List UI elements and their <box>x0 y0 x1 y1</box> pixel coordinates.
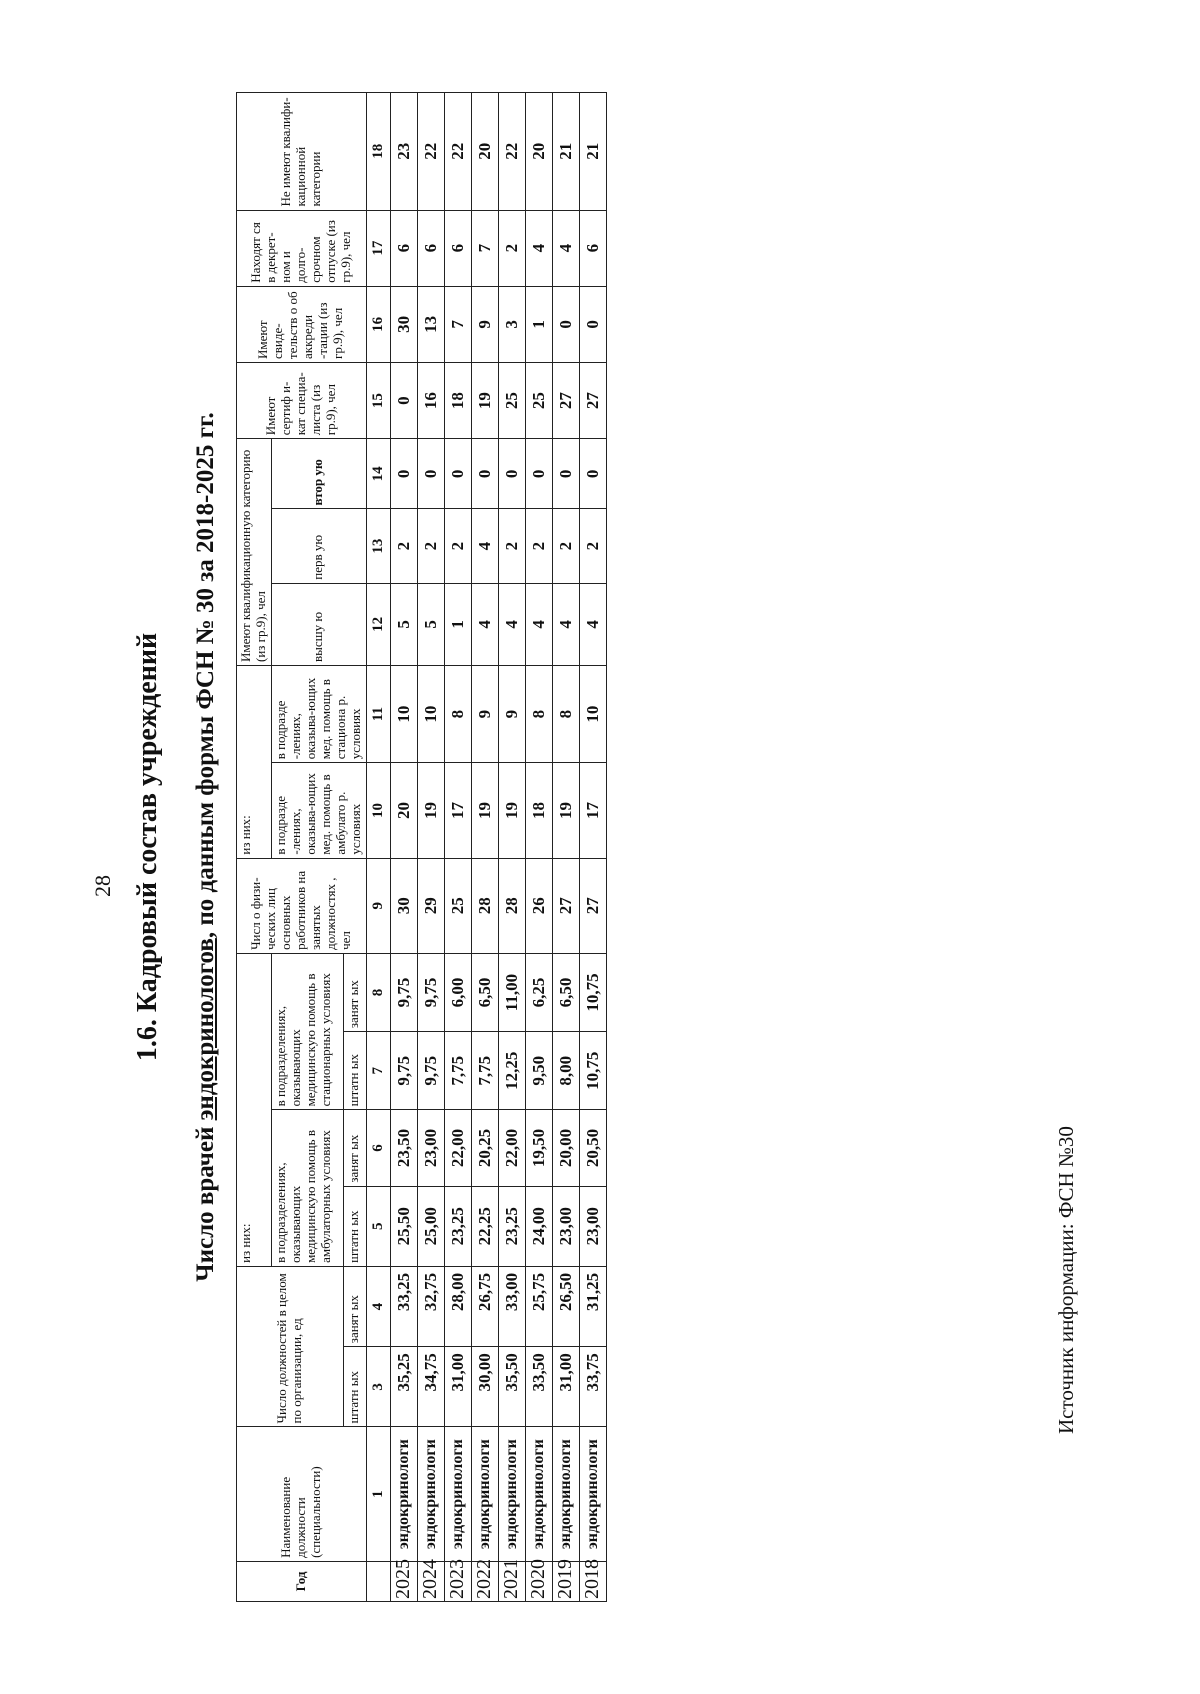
value-cell: 19 <box>552 763 579 858</box>
value-cell: 17 <box>444 763 471 858</box>
value-cell: 18 <box>525 763 552 858</box>
value-cell: 21 <box>579 93 606 211</box>
value-cell: 20 <box>390 763 417 858</box>
value-cell: 6,25 <box>525 953 552 1031</box>
value-cell: 19 <box>417 763 444 858</box>
value-cell: 0 <box>390 363 417 439</box>
header-accreditation: Имеют свиде-тельств о об аккреди -тации (из гр.9), чел <box>237 286 367 362</box>
value-cell: 6 <box>444 210 471 286</box>
value-cell: 25 <box>498 363 525 439</box>
value-cell: 6 <box>417 210 444 286</box>
value-cell: 22 <box>498 93 525 211</box>
column-index: 17 <box>366 210 390 286</box>
value-cell: 33,25 <box>390 1266 417 1346</box>
header-persons-of-them: из них: <box>237 665 272 858</box>
value-cell: 30,00 <box>471 1347 498 1427</box>
position-cell: эндокринологи <box>498 1427 525 1561</box>
value-cell: 8,00 <box>552 1032 579 1110</box>
value-cell: 28 <box>498 858 525 953</box>
value-cell: 3 <box>498 286 525 362</box>
column-index: 6 <box>366 1110 390 1186</box>
header-occupied: занят ых <box>344 1266 366 1346</box>
caption-end: , по данным формы ФСН № 30 за 2018-2025 гг. <box>192 412 219 939</box>
header-staffed: штатн ых <box>344 1347 366 1427</box>
value-cell: 9 <box>498 665 525 762</box>
year-cell: 2019 <box>552 1561 579 1601</box>
value-cell: 20 <box>525 93 552 211</box>
value-cell: 12,25 <box>498 1032 525 1110</box>
year-cell: 2023 <box>444 1561 471 1601</box>
value-cell: 20,00 <box>552 1110 579 1186</box>
value-cell: 22,00 <box>444 1110 471 1186</box>
year-cell: 2020 <box>525 1561 552 1601</box>
value-cell: 20 <box>471 93 498 211</box>
table-row <box>390 93 417 1602</box>
value-cell: 2 <box>417 509 444 583</box>
header-second: втор ую <box>271 439 366 509</box>
value-cell: 25 <box>444 858 471 953</box>
column-index: 15 <box>366 363 390 439</box>
value-cell: 32,75 <box>417 1266 444 1346</box>
value-cell: 4 <box>471 509 498 583</box>
value-cell: 33,00 <box>498 1266 525 1346</box>
value-cell: 24,00 <box>525 1186 552 1266</box>
position-cell: эндокринологи <box>552 1427 579 1561</box>
value-cell: 35,25 <box>390 1347 417 1427</box>
position-cell: эндокринологи <box>471 1427 498 1561</box>
value-cell: 7 <box>471 210 498 286</box>
value-cell: 30 <box>390 858 417 953</box>
year-cell: 2018 <box>579 1561 606 1601</box>
header-position: Наименование должности (специальности) <box>237 1427 367 1561</box>
value-cell: 27 <box>552 363 579 439</box>
table-row <box>498 93 525 1602</box>
value-cell: 7,75 <box>471 1032 498 1110</box>
value-cell: 0 <box>417 439 444 509</box>
value-cell: 22,00 <box>498 1110 525 1186</box>
header-total-positions: Число должностей в целом по организации, ед <box>237 1266 344 1427</box>
caption-specialty: эндокринологов <box>192 938 219 1121</box>
header-persons-amb: в подразде -лениях, оказыва-ющих мед. помощь в амбулато р. условиях <box>271 763 366 858</box>
value-cell: 17 <box>579 763 606 858</box>
value-cell: 2 <box>579 509 606 583</box>
table-row <box>525 93 552 1602</box>
value-cell: 10 <box>579 665 606 762</box>
value-cell: 5 <box>390 583 417 665</box>
value-cell: 20,25 <box>471 1110 498 1186</box>
value-cell: 4 <box>552 210 579 286</box>
column-index: 10 <box>366 763 390 858</box>
column-index: 12 <box>366 583 390 665</box>
header-no-category: Не имеют квалифи-кационной категории <box>237 93 367 211</box>
value-cell: 23,25 <box>444 1186 471 1266</box>
header-inpatient: в подразделениях, оказывающих медицинскую помощь в стационарных условиях <box>271 953 343 1110</box>
value-cell: 0 <box>579 286 606 362</box>
header-occupied: занят ых <box>344 953 366 1031</box>
value-cell: 0 <box>579 439 606 509</box>
value-cell: 10,75 <box>579 1032 606 1110</box>
column-index: 18 <box>366 93 390 211</box>
staff-table <box>236 92 607 1602</box>
year-cell: 2022 <box>471 1561 498 1601</box>
value-cell: 23,00 <box>552 1186 579 1266</box>
value-cell: 23,00 <box>579 1186 606 1266</box>
column-index: 14 <box>366 439 390 509</box>
source-note: Источник информации: ФСН №30 <box>1054 1126 1078 1434</box>
year-cell: 2021 <box>498 1561 525 1601</box>
value-cell: 33,75 <box>579 1347 606 1427</box>
value-cell: 31,25 <box>579 1266 606 1346</box>
year-cell: 2024 <box>417 1561 444 1601</box>
header-staffed: штатн ых <box>344 1032 366 1110</box>
value-cell: 19 <box>471 363 498 439</box>
value-cell: 11,00 <box>498 953 525 1031</box>
value-cell: 2 <box>444 509 471 583</box>
value-cell: 5 <box>417 583 444 665</box>
value-cell: 10 <box>417 665 444 762</box>
value-cell: 13 <box>417 286 444 362</box>
value-cell: 0 <box>552 439 579 509</box>
value-cell: 4 <box>471 583 498 665</box>
value-cell: 2 <box>525 509 552 583</box>
column-index: 11 <box>366 665 390 762</box>
table-row <box>444 93 471 1602</box>
value-cell: 6,50 <box>471 953 498 1031</box>
value-cell: 30 <box>390 286 417 362</box>
value-cell: 2 <box>552 509 579 583</box>
column-index-row <box>366 93 390 1602</box>
value-cell: 1 <box>444 583 471 665</box>
column-index: 3 <box>366 1347 390 1427</box>
value-cell: 19 <box>498 763 525 858</box>
position-cell: эндокринологи <box>390 1427 417 1561</box>
value-cell: 10,75 <box>579 953 606 1031</box>
value-cell: 0 <box>525 439 552 509</box>
value-cell: 19 <box>471 763 498 858</box>
value-cell: 8 <box>444 665 471 762</box>
value-cell: 4 <box>552 583 579 665</box>
value-cell: 25,75 <box>525 1266 552 1346</box>
column-index: 9 <box>366 858 390 953</box>
value-cell: 23,00 <box>417 1110 444 1186</box>
value-cell: 6,50 <box>552 953 579 1031</box>
table-row <box>417 93 444 1602</box>
value-cell: 23 <box>390 93 417 211</box>
header-highest: высшу ю <box>271 583 366 665</box>
table-row <box>579 93 606 1602</box>
value-cell: 2 <box>498 210 525 286</box>
header-occupied: занят ых <box>344 1110 366 1186</box>
value-cell: 4 <box>525 210 552 286</box>
table-caption <box>192 0 220 1694</box>
table-row <box>471 93 498 1602</box>
header-certificate: Имеют сертиф и-кат специа-листа (из гр.9), чел <box>237 363 367 439</box>
value-cell: 31,00 <box>552 1347 579 1427</box>
value-cell: 8 <box>552 665 579 762</box>
column-index: 16 <box>366 286 390 362</box>
value-cell: 27 <box>552 858 579 953</box>
value-cell: 9,75 <box>390 953 417 1031</box>
value-cell: 23,25 <box>498 1186 525 1266</box>
header-persons-inp: в подразде -лениях, оказыва-ющих мед. помощь в стациона р. условиях <box>271 665 366 762</box>
value-cell: 26,50 <box>552 1266 579 1346</box>
value-cell: 0 <box>552 286 579 362</box>
value-cell: 6,00 <box>444 953 471 1031</box>
year-cell: 2025 <box>390 1561 417 1601</box>
value-cell: 26,75 <box>471 1266 498 1346</box>
value-cell: 19,50 <box>525 1110 552 1186</box>
value-cell: 2 <box>498 509 525 583</box>
value-cell: 31,00 <box>444 1347 471 1427</box>
value-cell: 9,50 <box>525 1032 552 1110</box>
value-cell: 25,50 <box>390 1186 417 1266</box>
value-cell: 9,75 <box>417 1032 444 1110</box>
value-cell: 22 <box>417 93 444 211</box>
header-year: Год <box>237 1561 367 1601</box>
value-cell: 10 <box>390 665 417 762</box>
value-cell: 23,50 <box>390 1110 417 1186</box>
value-cell: 0 <box>390 439 417 509</box>
value-cell: 25,00 <box>417 1186 444 1266</box>
value-cell: 6 <box>390 210 417 286</box>
value-cell: 0 <box>444 439 471 509</box>
value-cell: 9 <box>471 665 498 762</box>
position-cell: эндокринологи <box>444 1427 471 1561</box>
value-cell: 20,50 <box>579 1110 606 1186</box>
header-staffed: штатн ых <box>344 1186 366 1266</box>
value-cell: 9,75 <box>390 1032 417 1110</box>
header-persons: Числ о физи-ческих лиц основных работников на занятых должностях , чел <box>237 858 367 953</box>
value-cell: 22,25 <box>471 1186 498 1266</box>
caption-start: Число врачей <box>192 1120 219 1282</box>
value-cell: 4 <box>579 583 606 665</box>
column-index: 7 <box>366 1032 390 1110</box>
value-cell: 28 <box>471 858 498 953</box>
value-cell: 16 <box>417 363 444 439</box>
value-cell: 1 <box>525 286 552 362</box>
value-cell: 9,75 <box>417 953 444 1031</box>
position-cell: эндокринологи <box>579 1427 606 1561</box>
value-cell: 4 <box>498 583 525 665</box>
value-cell: 9 <box>471 286 498 362</box>
value-cell: 8 <box>525 665 552 762</box>
value-cell: 2 <box>390 509 417 583</box>
value-cell: 35,50 <box>498 1347 525 1427</box>
value-cell: 28,00 <box>444 1266 471 1346</box>
position-cell: эндокринологи <box>525 1427 552 1561</box>
value-cell: 0 <box>498 439 525 509</box>
value-cell: 0 <box>471 439 498 509</box>
value-cell: 34,75 <box>417 1347 444 1427</box>
table-row <box>552 93 579 1602</box>
value-cell: 27 <box>579 858 606 953</box>
value-cell: 22 <box>444 93 471 211</box>
column-index: 5 <box>366 1186 390 1266</box>
column-index-blank <box>366 1561 390 1601</box>
page-number: 28 <box>90 875 115 897</box>
value-cell: 18 <box>444 363 471 439</box>
value-cell: 33,50 <box>525 1347 552 1427</box>
column-index: 4 <box>366 1266 390 1346</box>
column-index: 8 <box>366 953 390 1031</box>
value-cell: 7 <box>444 286 471 362</box>
value-cell: 26 <box>525 858 552 953</box>
value-cell: 25 <box>525 363 552 439</box>
header-ambulatory: в подразделениях, оказывающих медицинскую помощь в амбулаторных условиях <box>271 1110 343 1267</box>
header-of-them: из них: <box>237 953 272 1266</box>
header-qual-category: Имеют квалификационную категорию (из гр.9), чел <box>237 439 272 666</box>
value-cell: 21 <box>552 93 579 211</box>
value-cell: 7,75 <box>444 1032 471 1110</box>
value-cell: 4 <box>525 583 552 665</box>
page-title: 1.6. Кадровый состав учреждений <box>132 632 163 1062</box>
header-first: перв ую <box>271 509 366 583</box>
column-index: 13 <box>366 509 390 583</box>
value-cell: 27 <box>579 363 606 439</box>
value-cell: 6 <box>579 210 606 286</box>
header-leave: Находят ся в декрет-ном и долго-срочном отпуске (из гр.9), чел <box>237 210 367 286</box>
value-cell: 29 <box>417 858 444 953</box>
position-cell: эндокринологи <box>417 1427 444 1561</box>
column-index: 1 <box>366 1427 390 1561</box>
